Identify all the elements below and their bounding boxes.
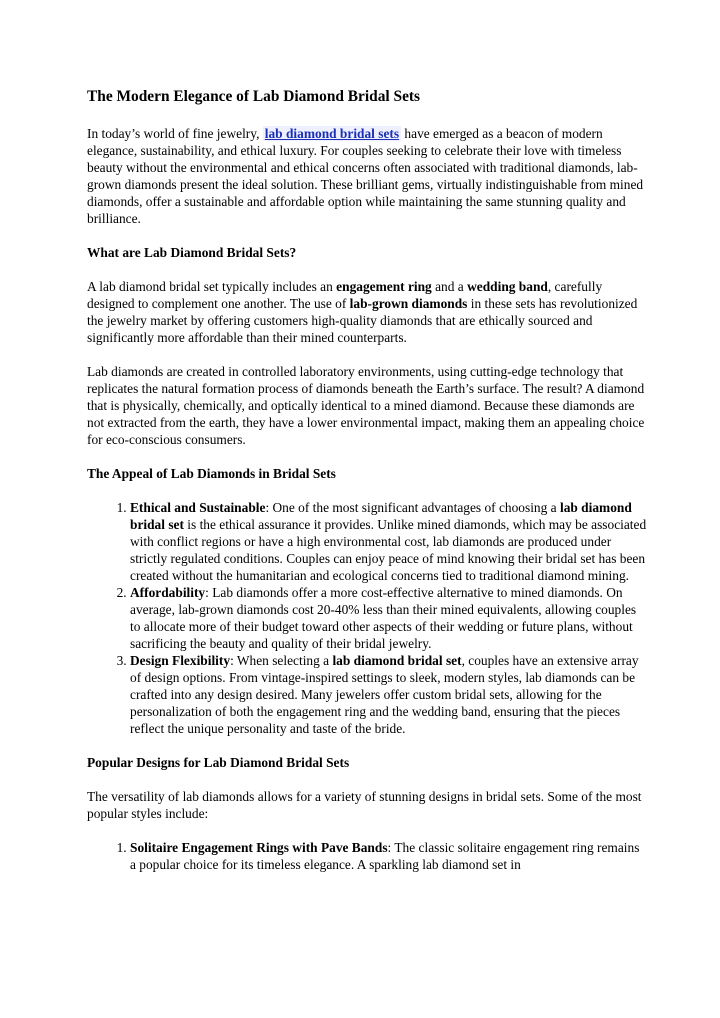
list-item-label: Solitaire Engagement Rings with Pave Bands (130, 840, 388, 855)
text-run: : Lab diamonds offer a more cost-effective alternative to mined diamonds. On average, lab-grown diamonds cost 20-40% less than their mined equivalents, allowing couples to allocate more of their budget toward other aspects of their wedding or future plans, without sacrificing the beauty and quality of their bridal jewelry. (130, 585, 637, 651)
document-title: The Modern Elegance of Lab Diamond Bridal Sets (87, 88, 421, 105)
section-heading-appeal: The Appeal of Lab Diamonds in Bridal Sets (87, 466, 336, 481)
bold-engagement-ring: engagement ring (336, 279, 432, 294)
text-run: , couples have an extensive array of design options. From vintage-inspired settings to sleek, modern styles, lab diamonds can be crafted into any design desired. Many jewelers offer custom bridal sets, allowing for the personalization of both the engagement ring and the wedding band, ensuring that the pieces reflect the unique personality and taste of the bride. (130, 653, 639, 736)
section-heading-what-are: What are Lab Diamond Bridal Sets? (87, 245, 297, 260)
list-item (130, 652, 647, 737)
section-heading-popular-designs: Popular Designs for Lab Diamond Bridal Sets (87, 755, 350, 770)
intro-text-before: In today’s world of fine jewelry, (87, 126, 263, 141)
section1-paragraph-2: Lab diamonds are created in controlled laboratory environments, using cutting-edge technology that replicates the natural formation process of diamonds beneath the Earth’s surface. The result? A diamond that is physically, chemically, and optically identical to a mined diamond. Because these diamonds are not extracted from the earth, they have a lower environmental impact, making them an appealing choice for eco-conscious consumers. (87, 364, 645, 447)
text-run: A lab diamond bridal set typically includes an (87, 279, 337, 294)
list-item-label: Affordability (130, 585, 206, 600)
text-run: and a (431, 279, 468, 294)
text-run: : One of the most significant advantages of choosing a (265, 500, 560, 515)
bold-run: lab diamond bridal set (332, 653, 462, 668)
list-item-label: Design Flexibility (130, 653, 231, 668)
document-body (87, 86, 647, 890)
section1-paragraph-1 (87, 278, 647, 346)
bold-lab-grown-diamonds: lab-grown diamonds (349, 296, 468, 311)
text-run: in these sets has revolutionized the jewelry market by offering customers high-quality diamonds that are ethically sourced and significantly more affordable than their mined counterparts. (87, 296, 638, 345)
bold-run: lab diamond bridal set (130, 500, 632, 532)
list-item-label: Ethical and Sustainable (130, 500, 266, 515)
text-run: , carefully designed to complement one another. The use of (87, 279, 603, 311)
section3-paragraph-1: The versatility of lab diamonds allows for a variety of stunning designs in bridal sets. Some of the most popular styles include: (87, 789, 642, 821)
list-item (130, 499, 647, 584)
appeal-list (87, 499, 647, 737)
designs-list (87, 839, 647, 873)
lab-diamond-bridal-sets-link[interactable]: lab diamond bridal sets (264, 126, 400, 141)
list-item (130, 839, 647, 873)
intro-paragraph (87, 125, 647, 227)
text-run: : When selecting a (230, 653, 333, 668)
intro-text-after: have emerged as a beacon of modern elegance, sustainability, and ethical luxury. For couples seeking to celebrate their love with timeless beauty without the environmental and ethical concerns often associated with traditional diamonds, lab-grown diamonds present the ideal solution. These brilliant gems, virtually indistinguishable from mined diamonds, offer a sustainable and affordable option while maintaining the same stunning quality and brilliance. (87, 126, 644, 226)
bold-wedding-band: wedding band (467, 279, 548, 294)
list-item (130, 584, 647, 652)
text-run: : The classic solitaire engagement ring remains a popular choice for its timeless elegance. A sparkling lab diamond set in (130, 840, 640, 872)
text-run: is the ethical assurance it provides. Unlike mined diamonds, which may be associated with conflict regions or have a high environmental cost, lab diamonds are produced under strictly regulated conditions. Couples can enjoy peace of mind knowing their bridal set has been created without the humanitarian and ecological concerns tied to traditional diamond mining. (130, 517, 647, 583)
